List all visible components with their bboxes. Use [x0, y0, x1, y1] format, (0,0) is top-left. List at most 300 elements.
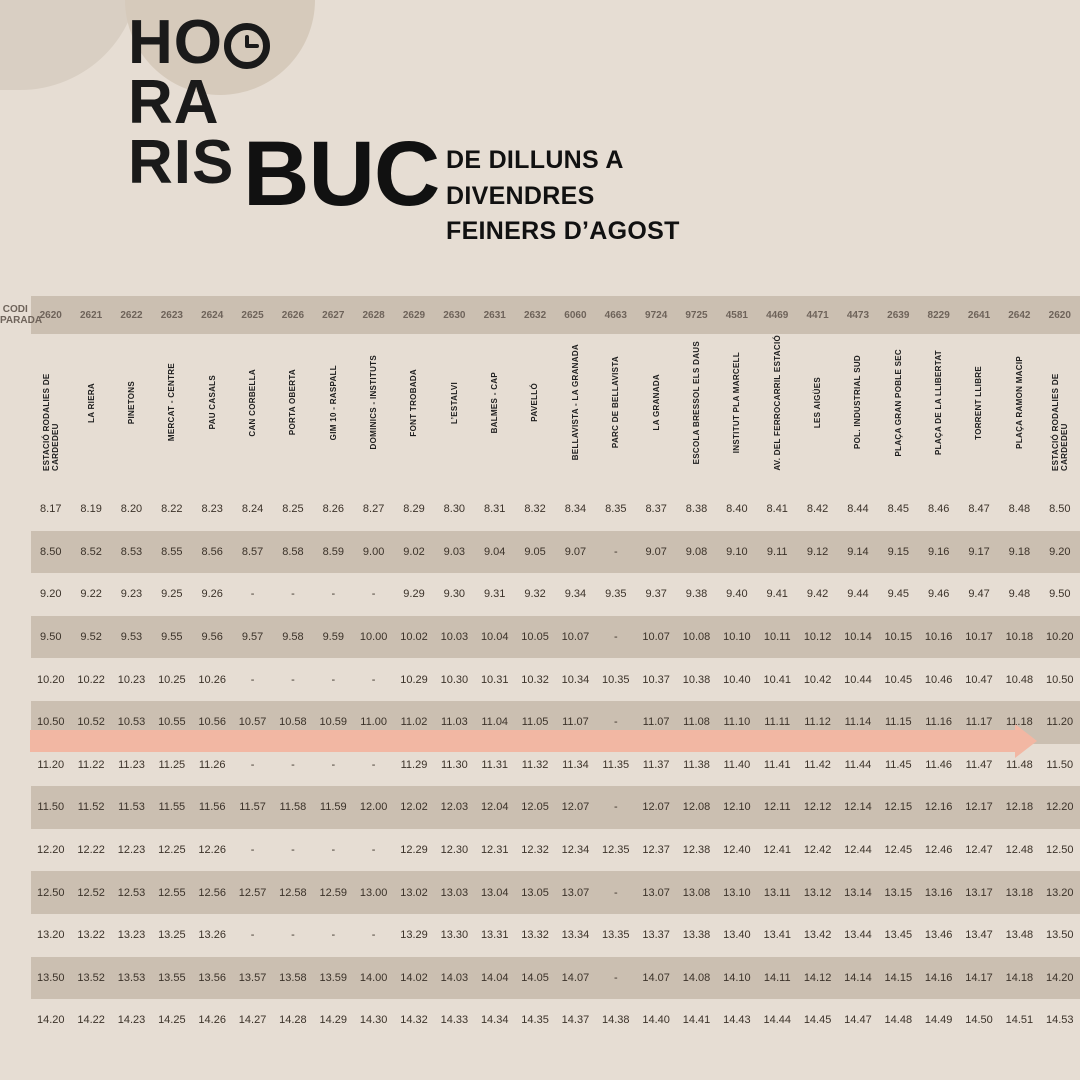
- stop-code: 2630: [443, 309, 466, 321]
- departure-time: 9.10: [717, 531, 757, 574]
- departure-time: 11.20: [31, 744, 71, 787]
- departure-time: 8.50: [31, 531, 71, 574]
- departure-time: 10.55: [152, 701, 192, 744]
- departure-time: 10.40: [717, 658, 757, 701]
- departure-time: 14.44: [757, 999, 797, 1042]
- departure-time: 11.57: [232, 786, 272, 829]
- departure-time: 10.23: [111, 658, 151, 701]
- departure-time: 8.34: [555, 488, 595, 531]
- stop-code: 2631: [483, 309, 506, 321]
- departure-time: 14.38: [596, 999, 636, 1042]
- departure-time: 11.17: [959, 701, 999, 744]
- departure-time: 13.00: [353, 871, 393, 914]
- departure-time: 8.47: [959, 488, 999, 531]
- departure-time: 12.08: [676, 786, 716, 829]
- departure-time: 14.48: [878, 999, 918, 1042]
- stop-name-row-spacer: [0, 334, 31, 476]
- departure-time: 10.03: [434, 616, 474, 659]
- departure-time: 13.34: [555, 914, 595, 957]
- departure-time: 11.10: [717, 701, 757, 744]
- table-row: [0, 829, 1080, 872]
- departure-time: 9.41: [757, 573, 797, 616]
- departure-time: -: [273, 829, 313, 872]
- departure-time: 11.56: [192, 786, 232, 829]
- departure-time: 8.23: [192, 488, 232, 531]
- clock-icon: [224, 23, 270, 69]
- stop-code: 2628: [362, 309, 385, 321]
- departure-time: 9.30: [434, 573, 474, 616]
- departure-time: 14.20: [1040, 957, 1080, 1000]
- poster-header: [0, 0, 1080, 280]
- departure-time: 10.56: [192, 701, 232, 744]
- departure-time: 10.38: [676, 658, 716, 701]
- departure-time: 12.42: [797, 829, 837, 872]
- departure-time: 9.37: [636, 573, 676, 616]
- departure-time: 10.00: [353, 616, 393, 659]
- poster-subtitle: [446, 143, 680, 250]
- departure-time: 9.17: [959, 531, 999, 574]
- departure-time: 14.14: [838, 957, 878, 1000]
- departure-time: 13.52: [71, 957, 111, 1000]
- departure-time: 8.50: [1040, 488, 1080, 531]
- departure-time: 13.12: [797, 871, 837, 914]
- departure-time: 11.55: [152, 786, 192, 829]
- departure-time: 11.50: [31, 786, 71, 829]
- departure-time: -: [596, 786, 636, 829]
- departure-time: 10.26: [192, 658, 232, 701]
- departure-time: 14.11: [757, 957, 797, 1000]
- departure-time: 14.30: [353, 999, 393, 1042]
- departure-time: -: [313, 829, 353, 872]
- departure-time: 8.26: [313, 488, 353, 531]
- departure-time: 9.48: [999, 573, 1039, 616]
- departure-time: 10.35: [596, 658, 636, 701]
- departure-time: 9.07: [636, 531, 676, 574]
- departure-time: 9.16: [918, 531, 958, 574]
- departure-time: 9.50: [31, 616, 71, 659]
- departure-time: 11.30: [434, 744, 474, 787]
- departure-time: 8.42: [797, 488, 837, 531]
- departure-time: 14.28: [273, 999, 313, 1042]
- stop-code: 9724: [645, 309, 668, 321]
- departure-time: 13.40: [717, 914, 757, 957]
- departure-time: 8.40: [717, 488, 757, 531]
- departure-time: 13.26: [192, 914, 232, 957]
- departure-time: 10.04: [475, 616, 515, 659]
- stop-code: 6060: [564, 309, 587, 321]
- departure-time: 9.18: [999, 531, 1039, 574]
- departure-time: -: [353, 914, 393, 957]
- departure-time: 9.32: [515, 573, 555, 616]
- stop-name: BALMES - CAP: [475, 334, 515, 476]
- departure-time: 13.15: [878, 871, 918, 914]
- departure-time: 8.38: [676, 488, 716, 531]
- stop-code: 4469: [766, 309, 789, 321]
- departure-time: -: [313, 658, 353, 701]
- stop-code: 8229: [927, 309, 950, 321]
- stop-code: 2641: [967, 309, 991, 321]
- departure-time: 10.16: [918, 616, 958, 659]
- departure-time: 12.30: [434, 829, 474, 872]
- departure-time: 10.10: [717, 616, 757, 659]
- departure-time: 8.53: [111, 531, 151, 574]
- stop-code: 4471: [806, 309, 829, 321]
- departure-time: 10.08: [676, 616, 716, 659]
- departure-time: 13.48: [999, 914, 1039, 957]
- departure-time: 11.46: [918, 744, 958, 787]
- departure-time: 9.52: [71, 616, 111, 659]
- departure-time: 13.11: [757, 871, 797, 914]
- departure-time: 9.47: [959, 573, 999, 616]
- stop-name: GIM 10 - RASPALL: [313, 334, 353, 476]
- departure-time: 9.42: [797, 573, 837, 616]
- departure-time: 13.42: [797, 914, 837, 957]
- departure-time: 11.44: [838, 744, 878, 787]
- departure-time: 13.44: [838, 914, 878, 957]
- stop-code: 2621: [79, 309, 103, 321]
- departure-time: 14.00: [353, 957, 393, 1000]
- departure-time: 9.05: [515, 531, 555, 574]
- corner-label: CODI PARADA: [0, 296, 31, 334]
- departure-time: 11.08: [676, 701, 716, 744]
- departure-time: 12.12: [797, 786, 837, 829]
- departure-time: 14.02: [394, 957, 434, 1000]
- logo-line-3: RIS: [128, 128, 235, 197]
- subtitle-line-3: FEINERS D’AGOST: [446, 217, 680, 245]
- departure-time: 14.35: [515, 999, 555, 1042]
- stop-name: PAVELLÓ: [515, 334, 555, 476]
- departure-time: 12.46: [918, 829, 958, 872]
- departure-time: 8.19: [71, 488, 111, 531]
- departure-time: 10.11: [757, 616, 797, 659]
- departure-time: 10.57: [232, 701, 272, 744]
- departure-time: 11.14: [838, 701, 878, 744]
- departure-time: 13.16: [918, 871, 958, 914]
- row-spacer: [0, 573, 31, 616]
- departure-time: 13.55: [152, 957, 192, 1000]
- departure-time: 13.45: [878, 914, 918, 957]
- departure-time: 14.33: [434, 999, 474, 1042]
- departure-time: 8.57: [232, 531, 272, 574]
- departure-time: 13.37: [636, 914, 676, 957]
- departure-time: 10.50: [31, 701, 71, 744]
- departure-time: 12.32: [515, 829, 555, 872]
- timetable-table: [0, 296, 1080, 1042]
- departure-time: 14.29: [313, 999, 353, 1042]
- departure-time: -: [232, 744, 272, 787]
- departure-time: -: [353, 829, 393, 872]
- departure-time: -: [596, 957, 636, 1000]
- departure-time: -: [273, 573, 313, 616]
- departure-time: -: [232, 573, 272, 616]
- departure-time: 12.41: [757, 829, 797, 872]
- table-row: [0, 744, 1080, 787]
- departure-time: 9.44: [838, 573, 878, 616]
- departure-time: 9.40: [717, 573, 757, 616]
- departure-time: -: [596, 871, 636, 914]
- table-row: [0, 658, 1080, 701]
- departure-time: -: [232, 829, 272, 872]
- departure-time: -: [313, 744, 353, 787]
- departure-time: 13.30: [434, 914, 474, 957]
- departure-time: 8.37: [636, 488, 676, 531]
- departure-time: 13.53: [111, 957, 151, 1000]
- departure-time: 11.59: [313, 786, 353, 829]
- departure-time: 12.26: [192, 829, 232, 872]
- departure-time: 12.16: [918, 786, 958, 829]
- departure-time: 10.05: [515, 616, 555, 659]
- departure-time: 11.20: [1040, 701, 1080, 744]
- stop-code: 4473: [846, 309, 870, 321]
- departure-time: 9.23: [111, 573, 151, 616]
- departure-time: 12.03: [434, 786, 474, 829]
- stop-name: PINETONS: [111, 334, 151, 476]
- departure-time: 12.00: [353, 786, 393, 829]
- departure-time: -: [353, 658, 393, 701]
- departure-time: 9.45: [878, 573, 918, 616]
- departure-time: 9.11: [757, 531, 797, 574]
- stop-name: AV. DEL FERROCARRIL ESTACIÓ: [757, 334, 797, 476]
- departure-time: 12.29: [394, 829, 434, 872]
- departure-time: 9.02: [394, 531, 434, 574]
- stop-name: PARC DE BELLAVISTA: [596, 334, 636, 476]
- arrow-spacer-row: [0, 476, 1080, 488]
- departure-time: 13.50: [31, 957, 71, 1000]
- departure-time: -: [232, 914, 272, 957]
- stop-name: PLAÇA DE LA LLIBERTAT: [918, 334, 958, 476]
- departure-time: 11.07: [555, 701, 595, 744]
- departure-time: 14.07: [636, 957, 676, 1000]
- departure-time: 12.50: [1040, 829, 1080, 872]
- stop-code: 4581: [725, 309, 748, 321]
- departure-time: 14.23: [111, 999, 151, 1042]
- departure-time: 11.45: [878, 744, 918, 787]
- departure-time: 14.03: [434, 957, 474, 1000]
- stop-code: 2620: [39, 309, 62, 321]
- departure-time: 9.12: [797, 531, 837, 574]
- departure-time: 14.34: [475, 999, 515, 1042]
- departure-time: 10.07: [636, 616, 676, 659]
- departure-time: 14.43: [717, 999, 757, 1042]
- departure-time: 12.53: [111, 871, 151, 914]
- departure-time: 8.29: [394, 488, 434, 531]
- departure-time: 9.00: [353, 531, 393, 574]
- departure-time: 11.26: [192, 744, 232, 787]
- row-spacer: [0, 786, 31, 829]
- stop-code: 2622: [120, 309, 143, 321]
- departure-time: 10.02: [394, 616, 434, 659]
- departure-time: 12.47: [959, 829, 999, 872]
- departure-time: 13.17: [959, 871, 999, 914]
- departure-time: 14.26: [192, 999, 232, 1042]
- departure-time: 14.51: [999, 999, 1039, 1042]
- departure-time: 9.03: [434, 531, 474, 574]
- departure-time: 11.02: [394, 701, 434, 744]
- departure-time: 12.23: [111, 829, 151, 872]
- departure-time: 8.17: [31, 488, 71, 531]
- departure-time: 10.22: [71, 658, 111, 701]
- departure-time: 14.25: [152, 999, 192, 1042]
- departure-time: 13.05: [515, 871, 555, 914]
- departure-time: 10.18: [999, 616, 1039, 659]
- departure-time: 12.04: [475, 786, 515, 829]
- logo-line-1: HO: [128, 8, 223, 77]
- departure-time: 14.18: [999, 957, 1039, 1000]
- departure-time: 13.32: [515, 914, 555, 957]
- stop-name: FONT TROBADA: [394, 334, 434, 476]
- row-spacer: [0, 957, 31, 1000]
- departure-time: 11.37: [636, 744, 676, 787]
- departure-time: 11.52: [71, 786, 111, 829]
- departure-time: 9.29: [394, 573, 434, 616]
- stop-name: MERCAT - CENTRE: [152, 334, 192, 476]
- departure-time: 12.22: [71, 829, 111, 872]
- departure-time: 11.29: [394, 744, 434, 787]
- departure-time: 13.14: [838, 871, 878, 914]
- stop-code: 2642: [1008, 309, 1031, 321]
- logo-line-2: RA: [128, 68, 220, 137]
- departure-time: 10.25: [152, 658, 192, 701]
- stop-code: 2632: [523, 309, 547, 321]
- departure-time: 12.45: [878, 829, 918, 872]
- departure-time: 12.15: [878, 786, 918, 829]
- row-spacer: [0, 488, 31, 531]
- departure-time: 8.25: [273, 488, 313, 531]
- stop-code: 2627: [322, 309, 345, 321]
- departure-time: 11.48: [999, 744, 1039, 787]
- table-row: [0, 786, 1080, 829]
- departure-time: 11.31: [475, 744, 515, 787]
- departure-time: 14.27: [232, 999, 272, 1042]
- stop-name: PAU CASALS: [192, 334, 232, 476]
- departure-time: 10.52: [71, 701, 111, 744]
- departure-time: 9.26: [192, 573, 232, 616]
- departure-time: 14.20: [31, 999, 71, 1042]
- departure-time: 11.42: [797, 744, 837, 787]
- departure-time: 14.47: [838, 999, 878, 1042]
- departure-time: 12.14: [838, 786, 878, 829]
- departure-time: 11.11: [757, 701, 797, 744]
- departure-time: 12.18: [999, 786, 1039, 829]
- departure-time: 12.57: [232, 871, 272, 914]
- departure-time: 12.05: [515, 786, 555, 829]
- departure-time: 9.57: [232, 616, 272, 659]
- departure-time: 10.42: [797, 658, 837, 701]
- departure-time: 10.32: [515, 658, 555, 701]
- departure-time: 14.16: [918, 957, 958, 1000]
- departure-time: 8.45: [878, 488, 918, 531]
- departure-time: 12.52: [71, 871, 111, 914]
- departure-time: 13.31: [475, 914, 515, 957]
- departure-time: 11.35: [596, 744, 636, 787]
- departure-time: 13.04: [475, 871, 515, 914]
- departure-time: 11.12: [797, 701, 837, 744]
- departure-time: 9.59: [313, 616, 353, 659]
- departure-time: 13.25: [152, 914, 192, 957]
- departure-time: 12.44: [838, 829, 878, 872]
- departure-time: 9.53: [111, 616, 151, 659]
- departure-time: 9.07: [555, 531, 595, 574]
- stop-name: PLAÇA RAMON MACIP: [999, 334, 1039, 476]
- stop-name: LA RIERA: [71, 334, 111, 476]
- departure-time: 8.20: [111, 488, 151, 531]
- departure-time: 11.50: [1040, 744, 1080, 787]
- table-row: [0, 488, 1080, 531]
- stop-name: TORRENT LLIBRE: [959, 334, 999, 476]
- departure-time: 10.07: [555, 616, 595, 659]
- departure-time: 12.50: [31, 871, 71, 914]
- table-row: [0, 957, 1080, 1000]
- row-spacer: [0, 744, 31, 787]
- departure-time: 11.34: [555, 744, 595, 787]
- departure-time: 13.59: [313, 957, 353, 1000]
- stop-name: PORTA OBERTA: [273, 334, 313, 476]
- row-spacer: [0, 999, 31, 1042]
- departure-time: 8.59: [313, 531, 353, 574]
- departure-time: 12.58: [273, 871, 313, 914]
- departure-time: 8.56: [192, 531, 232, 574]
- departure-time: 12.11: [757, 786, 797, 829]
- stop-name: BELLAVISTA - LA GRANADA: [555, 334, 595, 476]
- departure-time: 8.52: [71, 531, 111, 574]
- departure-time: 10.48: [999, 658, 1039, 701]
- departure-time: -: [273, 658, 313, 701]
- departure-time: 10.20: [1040, 616, 1080, 659]
- stop-name: POL. INDUSTRIAL SUD: [838, 334, 878, 476]
- stop-name-row: [0, 334, 1080, 476]
- departure-time: 8.35: [596, 488, 636, 531]
- departure-time: 9.14: [838, 531, 878, 574]
- departure-time: 14.22: [71, 999, 111, 1042]
- table-row: [0, 999, 1080, 1042]
- departure-time: 9.08: [676, 531, 716, 574]
- departure-time: 13.22: [71, 914, 111, 957]
- departure-time: 14.08: [676, 957, 716, 1000]
- departure-time: 8.46: [918, 488, 958, 531]
- departure-time: 11.04: [475, 701, 515, 744]
- departure-time: 12.20: [1040, 786, 1080, 829]
- row-spacer: [0, 658, 31, 701]
- departure-time: 9.35: [596, 573, 636, 616]
- departure-time: 14.50: [959, 999, 999, 1042]
- departure-time: 13.10: [717, 871, 757, 914]
- departure-time: -: [596, 616, 636, 659]
- departure-time: 12.55: [152, 871, 192, 914]
- departure-time: 14.17: [959, 957, 999, 1000]
- stop-name: PLAÇA GRAN POBLE SEC: [878, 334, 918, 476]
- departure-time: 13.46: [918, 914, 958, 957]
- stop-code-row: [0, 296, 1080, 334]
- row-spacer: [0, 829, 31, 872]
- departure-time: 12.56: [192, 871, 232, 914]
- departure-time: 13.29: [394, 914, 434, 957]
- departure-time: 14.37: [555, 999, 595, 1042]
- departure-time: 9.46: [918, 573, 958, 616]
- departure-time: 10.47: [959, 658, 999, 701]
- departure-time: 14.12: [797, 957, 837, 1000]
- stop-name: L’ESTALVI: [434, 334, 474, 476]
- departure-time: 14.07: [555, 957, 595, 1000]
- departure-time: 10.53: [111, 701, 151, 744]
- departure-time: 12.37: [636, 829, 676, 872]
- departure-time: 12.40: [717, 829, 757, 872]
- stop-name: CAN CORBELLA: [232, 334, 272, 476]
- departure-time: 13.58: [273, 957, 313, 1000]
- table-row: [0, 616, 1080, 659]
- stop-code: 9725: [685, 309, 708, 321]
- departure-time: 14.05: [515, 957, 555, 1000]
- departure-time: 12.34: [555, 829, 595, 872]
